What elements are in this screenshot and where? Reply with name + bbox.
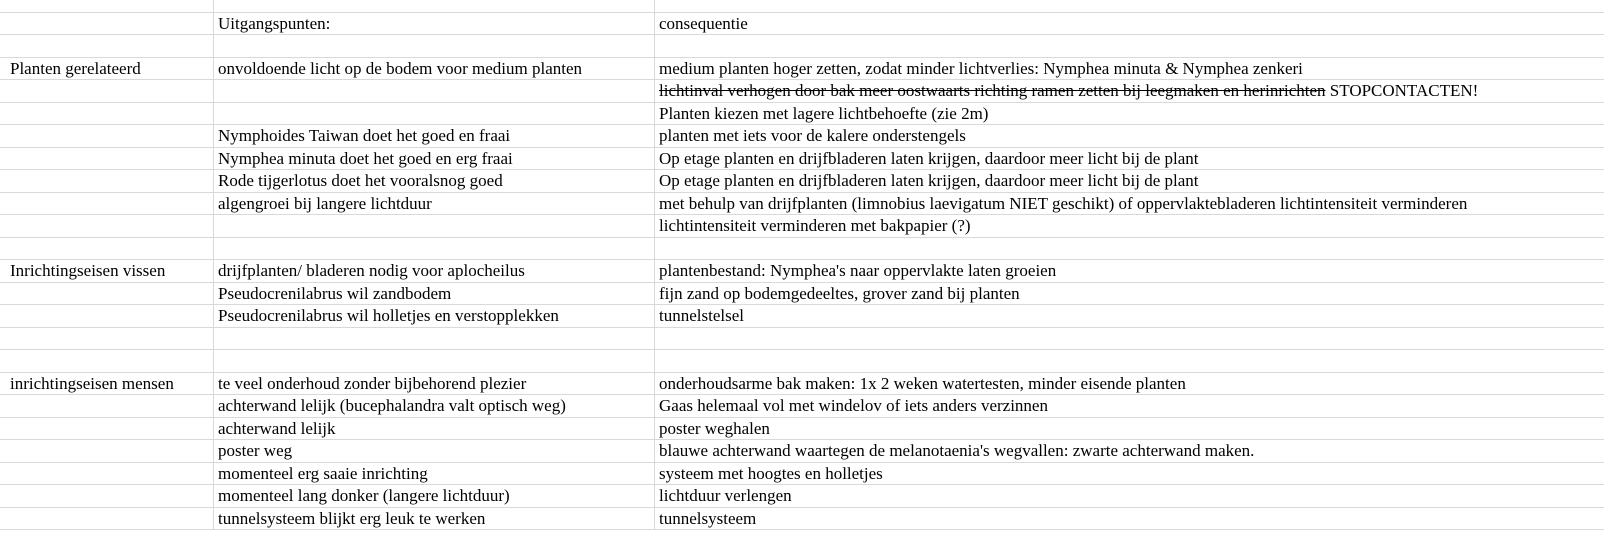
row-10 [0, 193, 1604, 216]
cell-c20[interactable]: poster weghalen [659, 418, 770, 438]
stopcontacten-text: STOPCONTACTEN! [1325, 81, 1479, 100]
row-2 [0, 13, 1604, 36]
row-20 [0, 418, 1604, 441]
cell-a15[interactable] [6, 305, 214, 327]
cell-a11[interactable] [6, 215, 214, 237]
cell-c17[interactable] [655, 350, 1604, 372]
cell-b22[interactable]: momenteel erg saaie inrichting [214, 463, 655, 485]
cell-a22[interactable] [6, 463, 214, 485]
cell-c3[interactable] [655, 35, 1604, 57]
row-21 [0, 440, 1604, 463]
struck-text: lichtinval verhogen door bak meer oostwaarts richting ramen zetten bij leegmaken en herinrichten [659, 81, 1326, 100]
cell-b5[interactable] [214, 80, 655, 102]
cell-b19[interactable]: achterwand lelijk (bucephalandra valt optisch weg) [214, 395, 655, 417]
cell-c24[interactable]: tunnelsysteem [659, 508, 757, 528]
row-6 [0, 103, 1604, 126]
cell-c16[interactable] [655, 328, 1604, 350]
cell-a10[interactable] [6, 193, 214, 215]
cell-a6[interactable] [6, 103, 214, 125]
cell-a2[interactable] [6, 13, 214, 35]
cell-c21[interactable]: blauwe achterwand waartegen de melanotaenia's wegvallen: zwarte achterwand maken. [659, 441, 1255, 460]
cell-b14[interactable]: Pseudocrenilabrus wil zandbodem [214, 283, 655, 305]
cell-a20[interactable] [6, 418, 214, 440]
cell-c22[interactable]: systeem met hoogtes en holletjes [659, 463, 883, 483]
cell-b7[interactable]: Nymphoides Taiwan doet het goed en fraai [214, 125, 655, 147]
row-18 [0, 373, 1604, 396]
cell-c4[interactable]: medium planten hoger zetten, zodat minder lichtverlies: Nymphea minuta & Nymphea zenkeri [659, 58, 1303, 78]
cell-a13[interactable]: Inrichtingseisen vissen [6, 260, 214, 282]
cell-b17[interactable] [214, 350, 655, 372]
cell-c6[interactable]: Planten kiezen met lagere lichtbehoefte (zie 2m) [659, 103, 989, 123]
cell-c11[interactable]: lichtintensiteit verminderen met bakpapier (?) [659, 216, 971, 235]
row-9 [0, 170, 1604, 193]
cell-a21[interactable] [6, 440, 214, 462]
row-8 [0, 148, 1604, 171]
cell-a9[interactable] [6, 170, 214, 192]
cell-a4[interactable]: Planten gerelateerd [6, 58, 214, 80]
cell-b10[interactable]: algengroei bij langere lichtduur [214, 193, 655, 215]
cell-c2[interactable]: consequentie [659, 13, 748, 33]
cell-c12[interactable] [655, 238, 1604, 260]
cell-c7[interactable]: planten met iets voor de kalere onderstengels [659, 126, 966, 145]
row-24 [0, 508, 1604, 531]
row-23 [0, 485, 1604, 508]
cell-b16[interactable] [214, 328, 655, 350]
cell-a12[interactable] [6, 238, 214, 260]
cell-a23[interactable] [6, 485, 214, 507]
row-14 [0, 283, 1604, 306]
row-19 [0, 395, 1604, 418]
row-22 [0, 463, 1604, 486]
cell-c1[interactable] [655, 0, 1604, 12]
cell-b13[interactable]: drijfplanten/ bladeren nodig voor aplocheilus [214, 260, 655, 282]
cell-b1[interactable] [214, 0, 655, 12]
cell-b3[interactable] [214, 35, 655, 57]
cell-b9[interactable]: Rode tijgerlotus doet het vooralsnog goed [214, 170, 655, 192]
cell-b12[interactable] [214, 238, 655, 260]
cell-a3[interactable] [6, 35, 214, 57]
cell-c9[interactable]: Op etage planten en drijfbladeren laten krijgen, daardoor meer licht bij de plant [659, 171, 1199, 190]
cell-a18[interactable]: inrichtingseisen mensen [6, 373, 214, 395]
row-1 [0, 0, 1604, 13]
cell-c18[interactable]: onderhoudsarme bak maken: 1x 2 weken watertesten, minder eisende planten [659, 373, 1186, 393]
cell-b2[interactable]: Uitgangspunten: [214, 13, 655, 35]
row-4 [0, 58, 1604, 81]
cell-a24[interactable] [6, 508, 214, 530]
cell-b21[interactable]: poster weg [214, 440, 655, 462]
row-5 [0, 80, 1604, 103]
row-17 [0, 350, 1604, 373]
cell-a14[interactable] [6, 283, 214, 305]
cell-c15[interactable]: tunnelstelsel [659, 306, 744, 325]
row-3 [0, 35, 1604, 58]
cell-c23[interactable]: lichtduur verlengen [659, 486, 792, 505]
cell-b4[interactable]: onvoldoende licht op de bodem voor medium planten [214, 58, 655, 80]
cell-b24[interactable]: tunnelsysteem blijkt erg leuk te werken [214, 508, 655, 530]
cell-a16[interactable] [6, 328, 214, 350]
cell-b18[interactable]: te veel onderhoud zonder bijbehorend plezier [214, 373, 655, 395]
cell-c8[interactable]: Op etage planten en drijfbladeren laten krijgen, daardoor meer licht bij de plant [659, 148, 1199, 168]
cell-a8[interactable] [6, 148, 214, 170]
row-12 [0, 238, 1604, 261]
cell-c13[interactable]: plantenbestand: Nymphea's naar oppervlakte laten groeien [659, 261, 1057, 280]
cell-c5[interactable] [655, 80, 1604, 102]
row-13 [0, 260, 1604, 283]
cell-a19[interactable] [6, 395, 214, 417]
cell-b15[interactable]: Pseudocrenilabrus wil holletjes en verstopplekken [214, 305, 655, 327]
cell-a17[interactable] [6, 350, 214, 372]
row-11 [0, 215, 1604, 238]
row-16 [0, 328, 1604, 351]
cell-b23[interactable]: momenteel lang donker (langere lichtduur) [214, 485, 655, 507]
cell-c19[interactable]: Gaas helemaal vol met windelov of iets anders verzinnen [659, 396, 1048, 415]
cell-a7[interactable] [6, 125, 214, 147]
cell-b8[interactable]: Nymphea minuta doet het goed en erg fraai [214, 148, 655, 170]
cell-a1[interactable] [6, 0, 214, 12]
row-15 [0, 305, 1604, 328]
cell-c14[interactable]: fijn zand op bodemgedeeltes, grover zand bij planten [659, 283, 1020, 303]
row-7 [0, 125, 1604, 148]
cell-c10[interactable]: met behulp van drijfplanten (limnobius laevigatum NIET geschikt) of oppervlaktebladeren lichtintensiteit verminderen [659, 193, 1468, 213]
cell-b20[interactable]: achterwand lelijk [214, 418, 655, 440]
cell-a5[interactable] [6, 80, 214, 102]
cell-b6[interactable] [214, 103, 655, 125]
cell-b11[interactable] [214, 215, 655, 237]
